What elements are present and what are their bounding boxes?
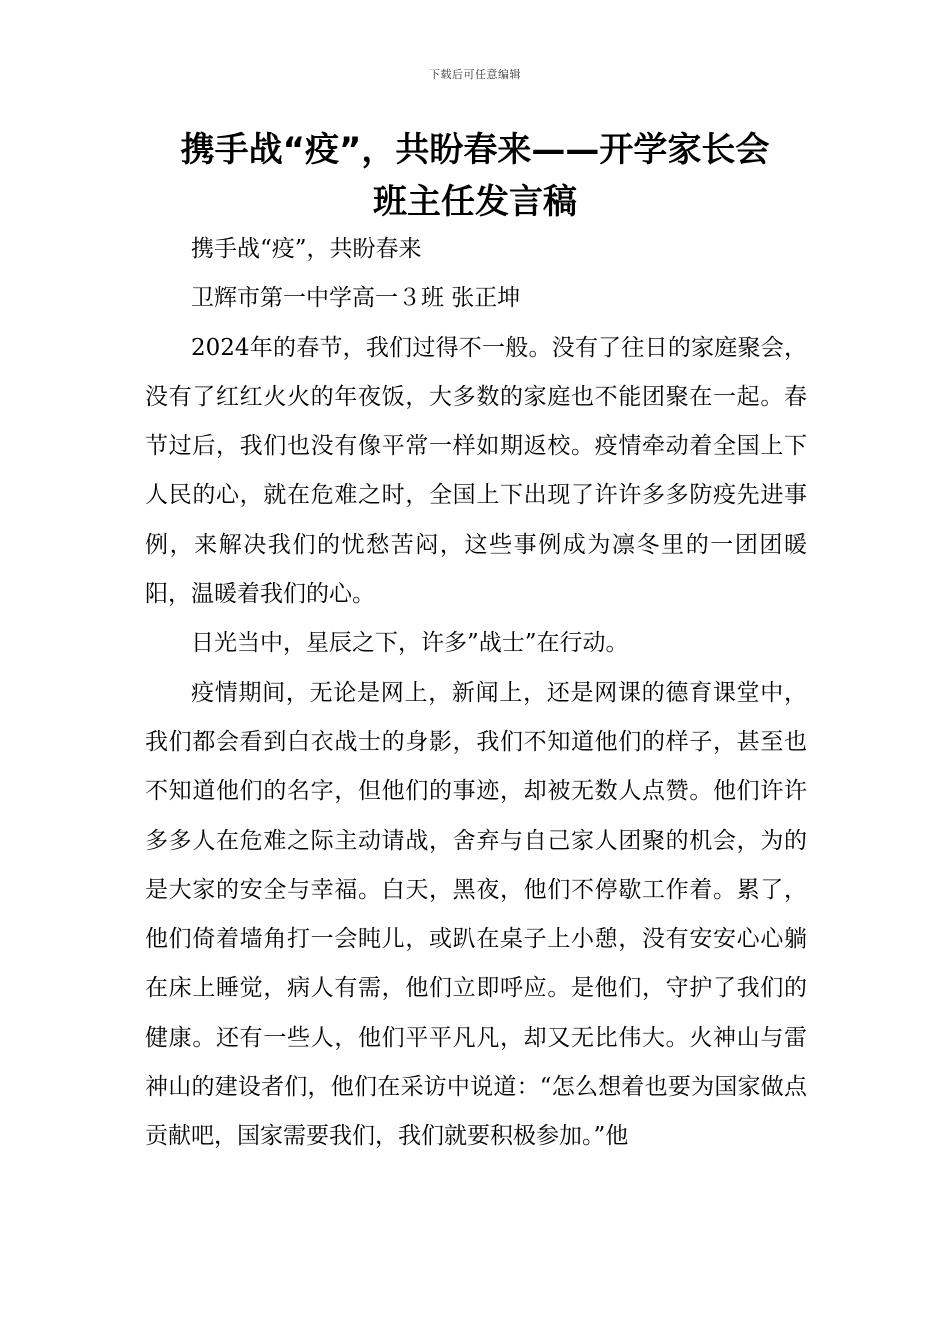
subtitle: 携手战“疫”，共盼春来 xyxy=(191,236,422,262)
document-body xyxy=(145,225,807,1162)
document-title xyxy=(145,124,805,228)
author-line: 卫辉市第一中学高一３班 张正坤 xyxy=(191,285,521,312)
title-line-2: 班主任发言稿 xyxy=(373,182,577,222)
title-line-1: 携手战“疫”，共盼春来——开学家长会 xyxy=(180,130,770,170)
header-note: 下载后可任意编辑 xyxy=(429,68,521,81)
paragraph: 日光当中，星辰之下，许多”战士”在行动。 xyxy=(191,630,629,657)
paragraph: 2024年的春节，我们过得不一般。没有了往日的家庭聚会，没有了红红火火的年夜饭，大多数的家庭也不能团聚在一起。春节过后，我们也没有像平常一样如期返校。疫情牵动着全国上下人民的心，就在危难之时，全国上下出现了许许多多防疫先进事例，来解决我们的忧愁苦闷，这些事例成为凛冬里的一团团暖阳，温暖着我们的心。 xyxy=(145,334,807,608)
paragraph: 疫情期间，无论是网上，新闻上，还是网课的德育课堂中，我们都会看到白衣战士的身影，我们不知道他们的样子，甚至也不知道他们的名字，但他们的事迹，却被无数人点赞。他们许许多多人在危难之际主动请战，舍弃与自己家人团聚的机会，为的是大家的安全与幸福。白天，黑夜，他们不停歇工作着。累了，他们倚着墙角打一会盹儿，或趴在桌子上小憩，没有安安心心躺在床上睡觉，病人有需，他们立即呼应。是他们，守护了我们的健康。还有一些人，他们平平凡凡，却又无比伟大。火神山与雷神山的建设者们，他们在采访中说道：“怎么想着也要为国家做点贡献吧，国家需要我们，我们就要积极参加。”他 xyxy=(145,679,807,1150)
